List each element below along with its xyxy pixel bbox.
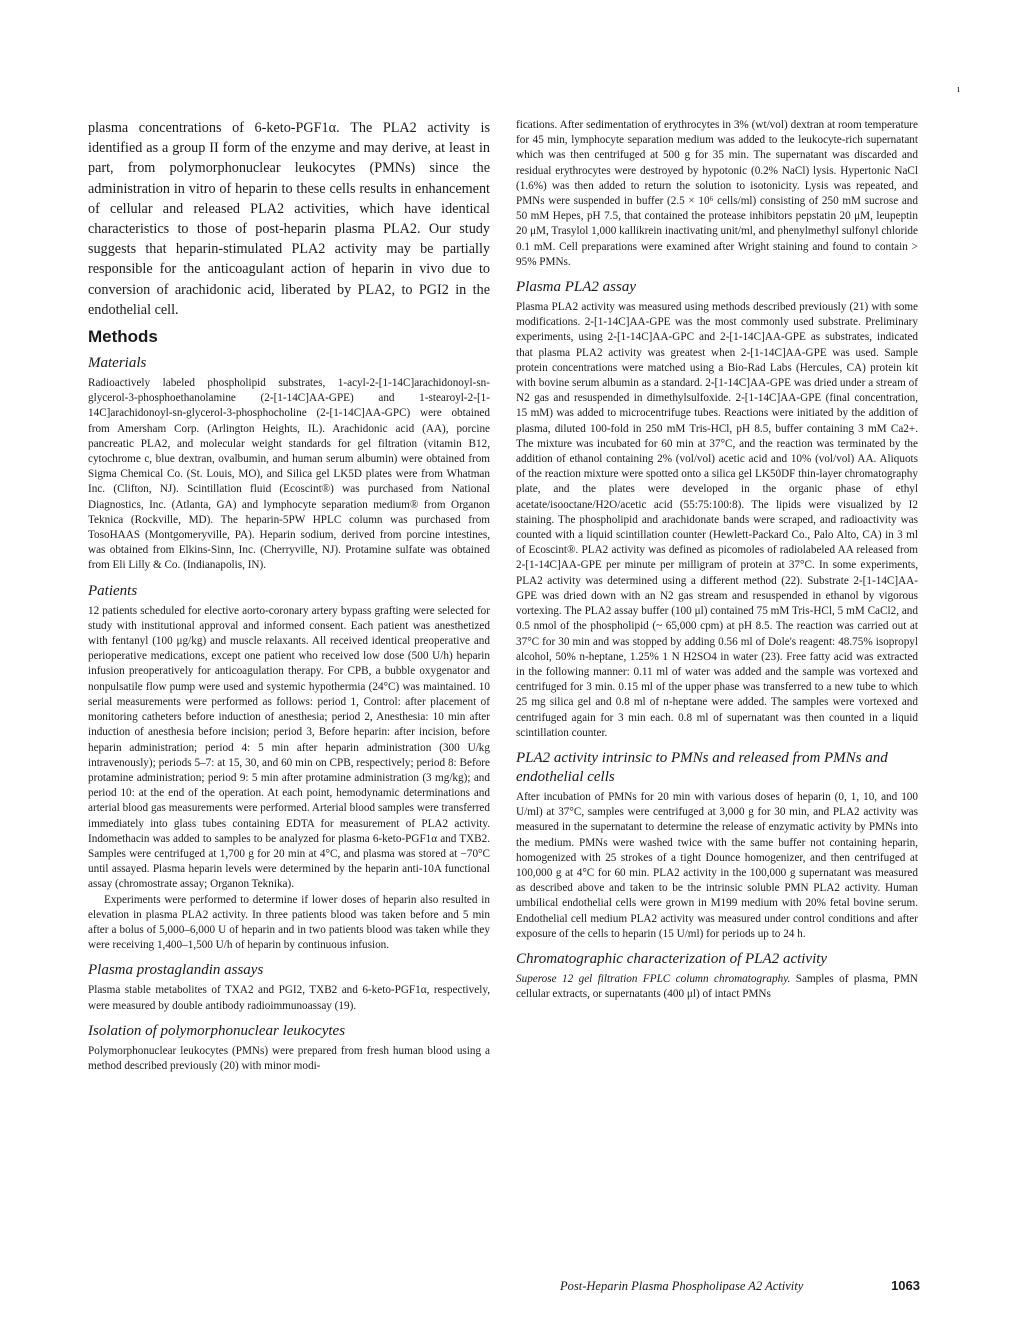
materials-paragraph: Radioactively labeled phospholipid substrates, 1-acyl-2-[1-14C]arachidonoyl-sn-glycerol-3-phosphoethanolamine (2-[1-14C]AA-GPE) and 1-stearoyl-2-[1-14C]arachidonoyl-sn-glycerol-3-phosphocholine (2-[1-14C]AA-GPC) were obtained from Amersham Corp. (Arlington Heights, IL). Arachidonic acid (AA), porcine pancreatic PLA2, and molecular weight standards for gel filtration (vitamin B12, cytochrome c, blue dextran, ovalbumin, and human serum albumin) were obtained from Sigma Chemical Co. (St. Louis, MO), and Silica gel LK5D plates were from Whatman Inc. (Clifton, NJ). Scintillation fluid (Ecoscint®) was purchased from National Diagnostics, Inc. (Atlanta, GA) and lymphocyte separation medium® from Organon Teknica (Rockville, MD). The heparin-5PW HPLC column was purchased from TosoHAAS (Montgomeryville, PA). Heparin sodium, derived from porcine intestines, was obtained from Elkins-Sinn, Inc. (Cherryville, NJ). Protamine sulfate was obtained from Eli Lilly & Co. (Indianapolis, IN). [88,377,490,572]
running-title: Post-Heparin Plasma Phospholipase A2 Activity [560,1279,804,1293]
page-number: 1063 [891,1278,920,1293]
patients-paragraph: 12 patients scheduled for elective aorto-coronary artery bypass grafting were selected for study with institutional approval and informed consent. Each patient was anesthetized with fentanyl (100 μg/kg) and muscle relaxants. All received identical preoperative and perioperative medications, except one patient who received low dose (500 U/h) heparin infusion preoperatively for anticoagulation therapy. For CPB, a bubble oxygenator and nonpulsatile flow pump were used and systemic hypothermia (24°C) was maintained. 10 serial measurements were performed as follows: period 1, Control: after placement of monitoring catheters before induction of anesthesia; period 2, Anesthesia: 10 min after induction of anesthesia before incision; period 3, Before heparin: after incision, before heparin administration; period 4: 5 min after heparin administration (300 U/kg intravenously); periods 5–7: at 15, 30, and 60 min on CPB, respectively; period 8: Before protamine administration; period 9: 5 min after protamine administration (3 mg/kg); and period 10: at the end of the operation. At each point, hemodynamic determinations and arterial blood gas measurements were performed. Arterial blood samples were transferred immediately into glass tubes containing EDTA for measurement of PLA2 activity. Indomethacin was added to samples to be analyzed for plasma 6-keto-PGF1α and TXB2. Samples were centrifuged at 1,700 g for 20 min at 4°C, and plasma was stored at −70°C until assayed. Plasma heparin levels were determined by the heparin anti-10A functional assay (chromostrate assay; Organon Teknika). [88,604,490,891]
patients-paragraph-2: Experiments were performed to determine if lower doses of heparin also resulted in elevation in plasma PLA2 activity. In three patients blood was taken before and 5 min after a bolus of 5,000–6,000 U of heparin and in two patients blood was taken while they were receiving 1,400–1,500 U/h of heparin by continuous infusion. [88,893,490,952]
superose-text: Samples of plasma, PMN cellular extracts, or supernatants (400 μl) of intact PMNs [516,972,918,1001]
isolation-continued-paragraph: fications. After sedimentation of erythrocytes in 3% (wt/vol) dextran at room temperature for 45 min, lymphocyte separation medium was added to the leukocyte-rich supernatant which was then centrifuged at 500 g for 35 min. The supernatant was discarded and residual erythrocytes were destroyed by hypotonic (0.2% NaCl) lysis. Hypertonic NaCl (1.6%) was then added to return the solution to isotonicity. Lysis was repeated, and PMNs were suspended in buffer (2.5 × 10⁶ cells/ml) consisting of 250 mM sucrose and 50 mM Hepes, pH 7.5, that contained the protease inhibitors pepstatin 20 μM, leupeptin 20 μM, Trasylol 1,000 kallikrein inactivating unit/ml, and phenylmethyl sulfonyl chloride 0.1 mM. Cell preparations were examined after Wright staining and found to contain > 95% PMNs. [516,119,918,268]
chromatographic-heading: Chromatographic characterization of PLA2 activity [516,950,828,967]
intrinsic-activity-paragraph: After incubation of PMNs for 20 min with various doses of heparin (0, 1, 10, and 100 U/ml) at 37°C, samples were centrifuged at 3,000 g for 30 min, and PLA2 activity was measured in the supernatant to determine the release of enzymatic activity by PMNs into the medium. PMNs were washed twice with the same buffer not containing heparin, homogenized with 25 strokes of a tight Dounce homogenizer, and then centrifuged at 100,000 g at 4°C for 60 min. PLA2 activity in the 100,000 g supernatant was measured as described above and taken to be the intrinsic soluble PMN PLA2 activity. Human umbilical endothelial cells were grown in M199 medium with 20% fetal bovine serum. Endothelial cell medium PLA2 activity was measured under control conditions and after exposure of the cells to heparin (15 U/ml) for periods up to 24 h. [516,790,918,940]
prostaglandin-heading: Plasma prostaglandin assays [88,962,264,979]
patients-heading: Patients [88,582,138,599]
running-footer [560,1279,920,1294]
plasma-assay-heading: Plasma PLA2 assay [516,279,636,296]
materials-heading: Materials [88,355,147,372]
superose-run-in-heading: Superose 12 gel filtration FPLC column chromatography. [516,972,791,985]
isolation-paragraph: Polymorphonuclear leukocytes (PMNs) were prepared from fresh human blood using a method described previously (20) with minor modi- [88,1044,490,1072]
methods-heading: Methods [88,327,158,347]
superose-paragraph [516,972,918,1002]
corner-mark: ı [957,84,960,95]
left-column [88,118,490,1074]
intrinsic-activity-heading: PLA2 activity intrinsic to PMNs and released from PMNs and endothelial cells [516,749,888,785]
intro-paragraph: plasma concentrations of 6-keto-PGF1α. The PLA2 activity is identified as a group II form of the enzyme and may derive, at least in part, from polymorphonuclear leukocytes (PMNs) since the administration in vitro of heparin to these cells results in enhancement of cellular and released PLA2 activities, which have identical characteristics to those of post-heparin plasma PLA2. Our study suggests that heparin-stimulated PLA2 activity may be partially responsible for the anticoagulant action of heparin in vivo due to conversion of arachidonic acid, liberated by PLA2, to PGI2 in the endothelial cell. [88,120,490,318]
isolation-heading: Isolation of polymorphonuclear leukocytes [88,1022,346,1039]
plasma-assay-paragraph: Plasma PLA2 activity was measured using methods described previously (21) with some modifications. 2-[1-14C]AA-GPE was the most commonly used substrate. Preliminary experiments, using 2-[1-14C]AA-GPC and 2-[1-14C]AA-GPE as substrates, indicated that plasma PLA2 activity was greatest when 2-[1-14C]AA-GPE was used. Sample protein concentrations were matched using a Bio-Rad Labs (Hercules, CA) protein kit with bovine serum albumin as a standard. 2-[1-14C]AA-GPE was dried under a stream of N2 gas and resuspended in dimethylsulfoxide. 2-[1-14C]AA-GPE (final concentration, 15 mM) was added to microcentrifuge tubes. Reactions were initiated by the addition of plasma, diluted 100-fold in 250 mM Tris-HCl, pH 8.5, buffer containing 3 mM Ca2+. The mixture was incubated for 60 min at 37°C, and the reaction was terminated by the addition of ethanol containing 2% (vol/vol) acetic acid and 10% (vol/vol) AA. Aliquots of the reaction mixture were spotted onto a silica gel LK50DF thin-layer chromatography plate, and the plates were developed in the organic phase of ethyl acetate/isooctane/H2O/acetic acid (55:75:100:8). The lipids were visualized by I2 staining. The phospholipid and arachidonate bands were scraped, and radioactivity was counted with a liquid scintillation counter (Hewlett-Packard Co., Palo Alto, CA) in 3 ml of Ecoscint®. PLA2 activity was defined as picomoles of radiolabeled AA released from 2-[1-14C]AA-GPE per minute per milligram of protein at 37°C. In some experiments, PLA2 activity was determined using a different method (22). Substrate 2-[1-14C]AA-GPE was dried down with an N2 gas stream and resuspended in ethanol by vigorous vortexing. The PLA2 assay buffer (100 μl) contained 75 mM Tris-HCl, 5 mM CaCl2, and 0.5 nmol of the phospholipid (~ 65,000 cpm) at pH 8.5. The reaction was carried out at 37°C for 30 min and was stopped by adding 0.56 ml of Dole's reagent: 48.75% isopropyl alcohol, 50% n-heptane, 1.25% 1 N H2SO4 in water (23). Free fatty acid was extracted in the following manner: 0.11 ml of water was added and the sample was vortexed and centrifuged for 3 min. 0.15 ml of the upper phase was transferred to a new tube to which 25 mg silica gel and 0.8 ml of n-heptane were added. The samples were vortexed and centrifuged again for 3 min each. 0.8 ml of supernatant was then counted in a liquid scintillation counter. [516,301,918,739]
right-column [516,118,918,1002]
prostaglandin-paragraph: Plasma stable metabolites of TXA2 and PGI2, TXB2 and 6-keto-PGF1α, respectively, were measured by double antibody radioimmunoassay (19). [88,984,490,1012]
